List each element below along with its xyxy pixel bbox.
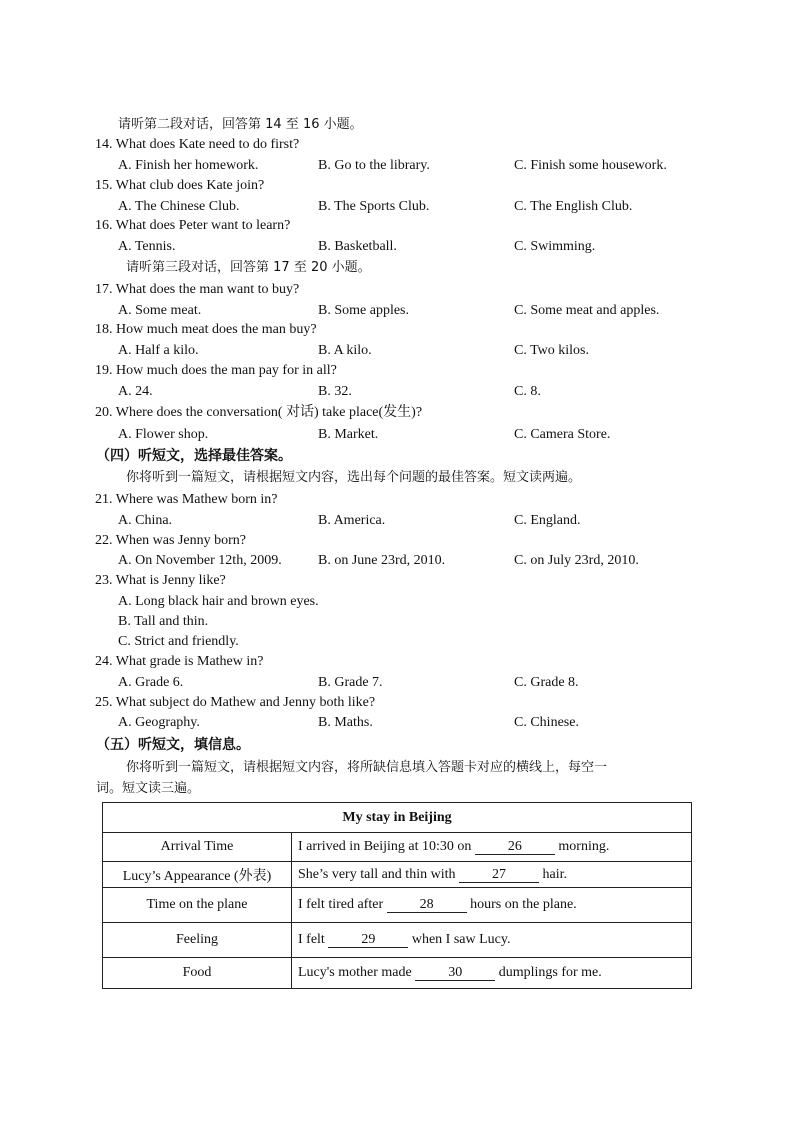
part5-heading: （五）听短文，填信息。 <box>96 737 250 753</box>
q15-option-c: C. The English Club. <box>514 199 633 214</box>
row-text-before: I arrived in Beijing at 10:30 on <box>298 839 472 854</box>
q15-option-b: B. The Sports Club. <box>318 199 430 214</box>
row-label: Arrival Time <box>103 833 292 862</box>
row-label: Time on the plane <box>103 888 292 923</box>
row-label: Feeling <box>103 923 292 958</box>
answer-blank-30: 30 <box>415 965 495 981</box>
question-15: 15. What club does Kate join? <box>95 178 265 193</box>
row-text-before: I felt <box>298 932 325 947</box>
row-text-before: Lucy's mother made <box>298 965 412 980</box>
q20-option-a: A. Flower shop. <box>118 427 209 442</box>
row-text-after: when I saw Lucy. <box>411 932 511 947</box>
table-row <box>103 862 692 888</box>
q16-option-b: B. Basketball. <box>318 239 397 254</box>
question-25: 25. What subject do Mathew and Jenny both like? <box>95 695 376 710</box>
row-content <box>292 958 692 989</box>
q22-option-b: B. on June 23rd, 2010. <box>318 553 446 568</box>
row-content <box>292 888 692 923</box>
row-content <box>292 923 692 958</box>
q14-option-b: B. Go to the library. <box>318 158 430 173</box>
question-23: 23. What is Jenny like? <box>95 573 226 588</box>
part4-heading: （四）听短文，选择最佳答案。 <box>96 448 292 464</box>
question-14: 14. What does Kate need to do first? <box>95 137 300 152</box>
answer-blank-26: 26 <box>475 839 555 855</box>
q25-option-c: C. Chinese. <box>514 715 579 730</box>
dialog3-intro: 请听第三段对话，回答第 17 至 20 小题。 <box>126 260 371 275</box>
table-row <box>103 888 692 923</box>
row-text-before: I felt tired after <box>298 897 384 912</box>
table-title: My stay in Beijing <box>103 803 692 833</box>
q21-option-a: A. China. <box>118 513 173 528</box>
q24-option-b: B. Grade 7. <box>318 675 383 690</box>
row-content <box>292 862 692 888</box>
q19-option-c: C. 8. <box>514 384 541 399</box>
question-24: 24. What grade is Mathew in? <box>95 654 264 669</box>
part5-intro-line1: 你将听到一篇短文，请根据短文内容，将所缺信息填入答题卡对应的横线上，每空一 <box>126 760 608 775</box>
q14-option-a: A. Finish her homework. <box>118 158 259 173</box>
row-text-after: morning. <box>558 839 610 854</box>
q17-option-b: B. Some apples. <box>318 303 409 318</box>
q25-option-b: B. Maths. <box>318 715 373 730</box>
q15-option-a: A. The Chinese Club. <box>118 199 240 214</box>
q16-option-a: A. Tennis. <box>118 239 176 254</box>
answer-blank-29: 29 <box>328 932 408 948</box>
answer-blank-27: 27 <box>459 867 539 883</box>
question-17: 17. What does the man want to buy? <box>95 282 300 297</box>
part5-intro-line2: 词。短文读三遍。 <box>96 781 201 796</box>
dialog2-intro: 请听第二段对话，回答第 14 至 16 小题。 <box>118 117 363 132</box>
q22-option-a: A. On November 12th, 2009. <box>118 553 282 568</box>
table-header-row <box>103 803 692 833</box>
q25-option-a: A. Geography. <box>118 715 200 730</box>
q23-option-a: A. Long black hair and brown eyes. <box>118 594 319 609</box>
answer-blank-28: 28 <box>387 897 467 913</box>
table-row <box>103 923 692 958</box>
table-row <box>103 833 692 862</box>
q18-option-b: B. A kilo. <box>318 343 372 358</box>
q14-option-c: C. Finish some housework. <box>514 158 667 173</box>
q21-option-b: B. America. <box>318 513 386 528</box>
q22-option-c: C. on July 23rd, 2010. <box>514 553 639 568</box>
row-text-after: dumplings for me. <box>498 965 602 980</box>
q18-option-a: A. Half a kilo. <box>118 343 199 358</box>
question-20: 20. Where does the conversation( 对话) take place(发生)? <box>95 405 423 420</box>
row-text-after: hair. <box>542 866 567 882</box>
row-label: Lucy’s Appearance (外表) <box>103 862 292 888</box>
q21-option-c: C. England. <box>514 513 581 528</box>
table-row <box>103 958 692 989</box>
q23-option-c: C. Strict and friendly. <box>118 634 239 649</box>
row-label: Food <box>103 958 292 989</box>
info-table <box>102 802 692 989</box>
q17-option-c: C. Some meat and apples. <box>514 303 660 318</box>
q19-option-a: A. 24. <box>118 384 153 399</box>
question-22: 22. When was Jenny born? <box>95 533 246 548</box>
row-content <box>292 833 692 862</box>
question-18: 18. How much meat does the man buy? <box>95 322 317 337</box>
q20-option-c: C. Camera Store. <box>514 427 611 442</box>
row-text-before: She’s very tall and thin with <box>298 866 456 882</box>
q24-option-c: C. Grade 8. <box>514 675 579 690</box>
part4-intro: 你将听到一篇短文，请根据短文内容，选出每个问题的最佳答案。短文读两遍。 <box>126 470 582 485</box>
question-16: 16. What does Peter want to learn? <box>95 218 291 233</box>
q17-option-a: A. Some meat. <box>118 303 202 318</box>
row-text-after: hours on the plane. <box>470 897 577 912</box>
question-19: 19. How much does the man pay for in all? <box>95 363 337 378</box>
q19-option-b: B. 32. <box>318 384 352 399</box>
question-21: 21. Where was Mathew born in? <box>95 492 278 507</box>
q24-option-a: A. Grade 6. <box>118 675 184 690</box>
q18-option-c: C. Two kilos. <box>514 343 589 358</box>
q20-option-b: B. Market. <box>318 427 379 442</box>
q16-option-c: C. Swimming. <box>514 239 596 254</box>
q23-option-b: B. Tall and thin. <box>118 614 209 629</box>
